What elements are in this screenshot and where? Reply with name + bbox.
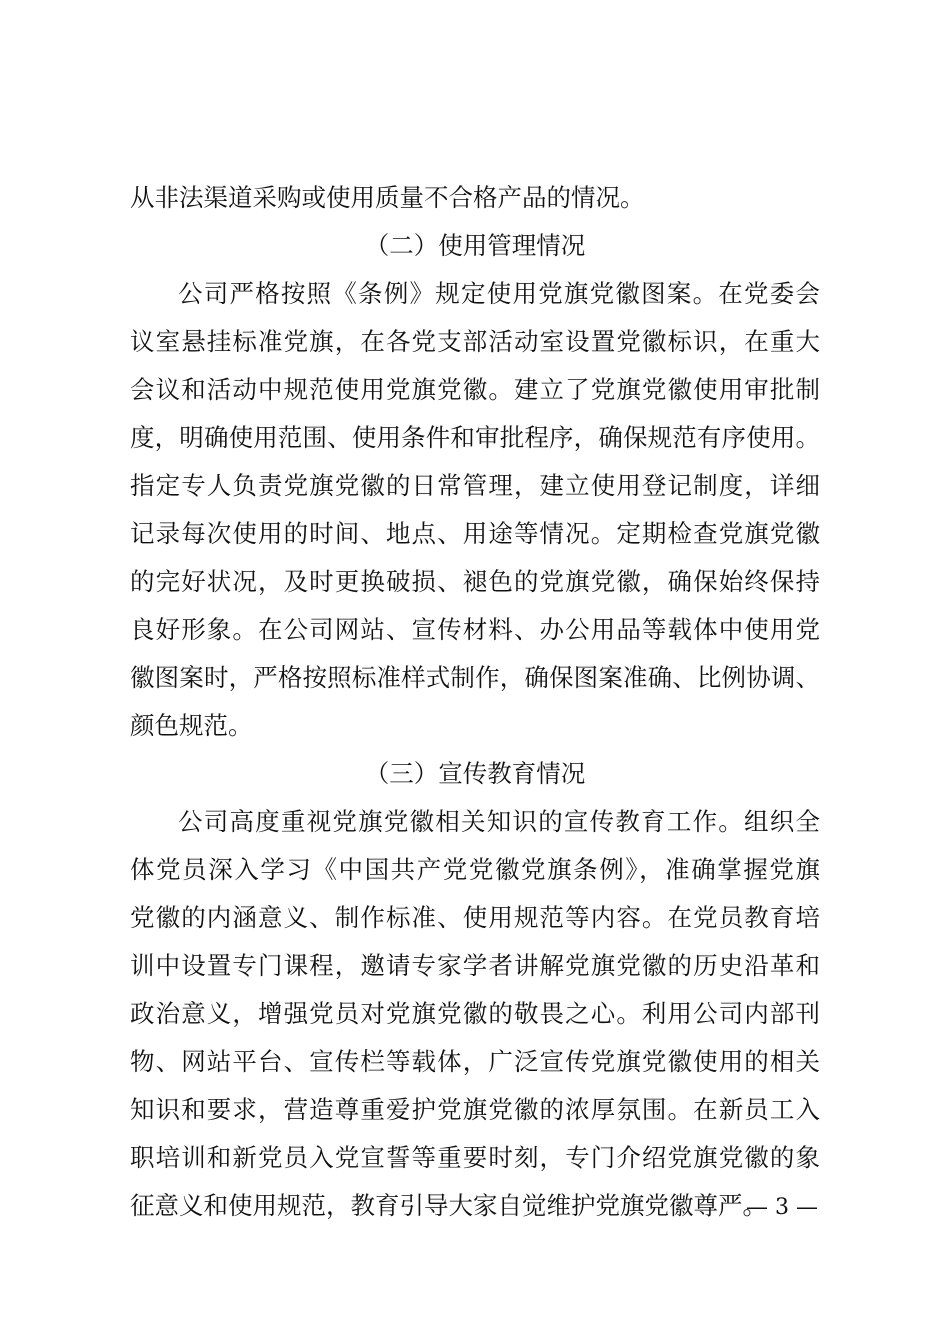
paragraph-line: 会议和活动中规范使用党旗党徽。建立了党旗党徽使用审批制 (130, 375, 820, 404)
paragraph-line: 党徽的内涵意义、制作标准、使用规范等内容。在党员教育培 (130, 903, 820, 932)
paragraph-line: 知识和要求，营造尊重爱护党旗党徽的浓厚氛围。在新员工入 (130, 1095, 820, 1124)
section-heading-publicity-education: （三）宣传教育情况 (364, 759, 586, 788)
paragraph-line: 议室悬挂标准党旗，在各党支部活动室设置党徽标识，在重大 (130, 327, 820, 356)
paragraph-line: 体党员深入学习《中国共产党党徽党旗条例》，准确掌握党旗 (130, 855, 820, 884)
paragraph-line: 征意义和使用规范，教育引导大家自觉维护党旗党徽尊严。 (130, 1191, 767, 1220)
paragraph-line: 职培训和新党员入党宣誓等重要时刻，专门介绍党旗党徽的象 (130, 1143, 820, 1172)
section-heading-usage-management: （二）使用管理情况 (364, 231, 586, 260)
paragraph-line: 政治意义，增强党员对党旗党徽的敬畏之心。利用公司内部刊 (130, 999, 820, 1028)
paragraph-line: 颜色规范。 (130, 711, 253, 740)
paragraph-line: 的完好状况，及时更换破损、褪色的党旗党徽，确保始终保持 (130, 567, 820, 596)
paragraph-line: 指定专人负责党旗党徽的日常管理，建立使用登记制度，详细 (130, 471, 820, 500)
paragraph-line: 良好形象。在公司网站、宣传材料、办公用品等载体中使用党 (130, 615, 820, 644)
paragraph-line: 度，明确使用范围、使用条件和审批程序，确保规范有序使用。 (130, 423, 820, 452)
paragraph-line: 公司严格按照《条例》规定使用党旗党徽图案。在党委会 (178, 279, 820, 308)
paragraph-line: 训中设置专门课程，邀请专家学者讲解党旗党徽的历史沿革和 (130, 951, 820, 980)
paragraph-line: 物、网站平台、宣传栏等载体，广泛宣传党旗党徽使用的相关 (130, 1047, 820, 1076)
paragraph-line: 徽图案时，严格按照标准样式制作，确保图案准确、比例协调、 (130, 663, 820, 692)
page-number: — 3 — (746, 1195, 818, 1220)
paragraph-line: 公司高度重视党旗党徽相关知识的宣传教育工作。组织全 (178, 807, 820, 836)
paragraph-line: 记录每次使用的时间、地点、用途等情况。定期检查党旗党徽 (130, 519, 820, 548)
paragraph-line: 从非法渠道采购或使用质量不合格产品的情况。 (130, 183, 645, 212)
